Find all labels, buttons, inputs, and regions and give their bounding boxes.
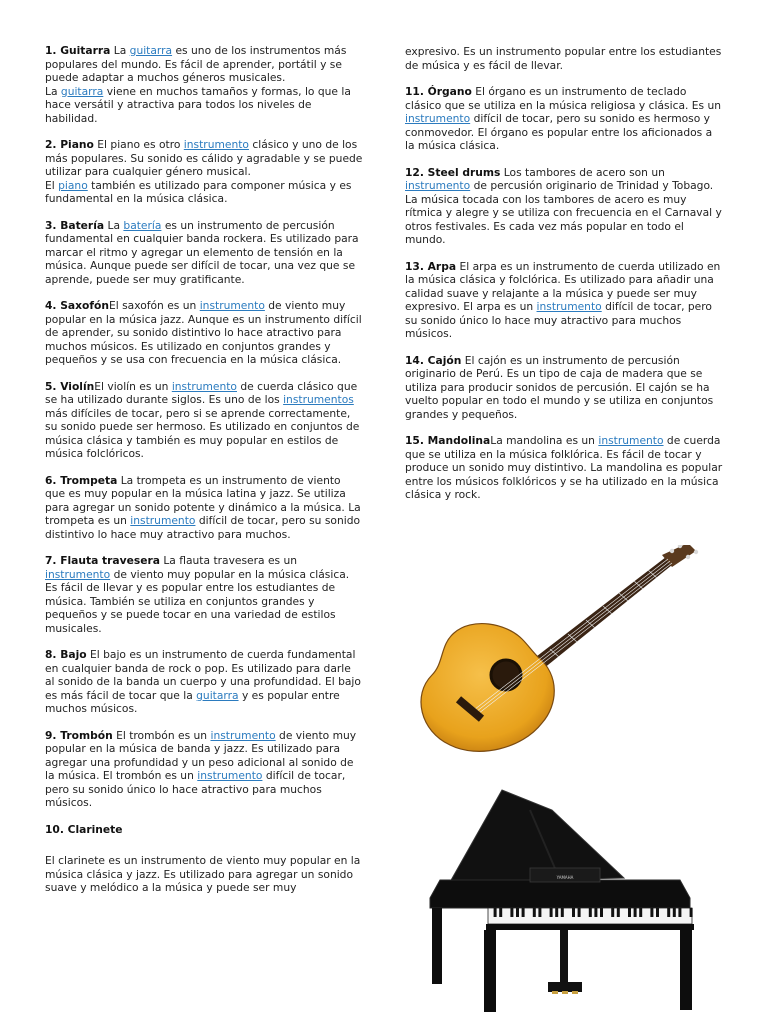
link-piano[interactable]: piano [58,178,88,192]
guitar-neck [528,557,672,673]
entry-text: es un instrumento de percusión fundamental en cualquier banda rockera. Es utilizado para marcar el ritmo y agregar un elemento de tensión en la música. Aunque puede ser difícil de tocar, una vez que se aprende, puede ser muy gratificante. [45,218,359,286]
link-guitarra[interactable]: guitarra [196,688,239,702]
left-column [45,44,363,908]
entry-trombon [45,729,363,810]
link-instrumento[interactable]: instrumento [598,434,664,447]
entry-text: La mandolina es un [490,434,599,447]
entry-clarinete [45,854,363,895]
piano-illustration [410,780,700,1020]
guitar-body [421,624,554,752]
entry-title: 9. Trombón [45,728,113,742]
piano-black-key [673,908,676,917]
entry-text: de percusión originario de Trinidad y Tobago. La música tocada con los tambores de acero es muy rítmica y alegre y se utiliza con frecuencia en el Carnaval y otros festivales. Es cada vez más popular en todo el mundo. [405,179,722,246]
entry-text: difícil de tocar, pero su sonido único lo hace atractivo para muchos músicos. [45,769,346,809]
entry-bateria [45,219,363,287]
piano-image [410,780,700,1020]
entry-bajo [45,648,363,716]
piano-black-key [555,908,558,917]
entry-text: El saxofón es un [108,299,200,312]
entry-flauta [45,554,363,635]
link-instrumento[interactable]: instrumento [171,379,237,393]
entry-cajon [405,354,723,422]
entry-organo [405,85,723,153]
piano-black-key [538,908,541,917]
entry-text: de cuerda que se utiliza en la música folklórica. Es fácil de tocar y produce un sonido muy distintivo. La mandolina es popular entre los músicos folklóricos y se ha utilizado en la música clásica y rock. [405,434,723,501]
piano-leg [680,930,692,1010]
entry-text: viene en muchos tamaños y formas, lo que la hace versátil y atractiva para todos los niveles de habilidad. [45,84,351,125]
entry-text: más difíciles de tocar, pero si se aprende correctamente, su sonido puede ser hermoso. Es utilizado en conjuntos de música clásica y también es muy popular en estilos de música folclóricos. [45,406,360,460]
entry-title: 8. Bajo [45,648,87,661]
entry-steel-drums [405,166,723,247]
piano-black-key [516,908,519,917]
link-guitarra[interactable]: guitarra [129,44,173,57]
entry-text: El arpa es un instrumento de cuerda utilizado en la música clásica y folclórica. Es utilizado para añadir una calidad suave y relajante a la música y puede ser muy expresivo. El arpa es un [405,259,721,313]
entry-text: también es utilizado para componer música y es fundamental en la música clásica. [45,178,352,205]
piano-black-key [510,908,513,917]
entry-title: 7. Flauta travesera [45,554,160,567]
entry-title: 1. Guitarra [45,44,111,57]
piano-pedal-lyre [560,930,568,984]
link-instrumento[interactable]: instrumento [130,514,196,527]
piano-black-key [561,908,564,917]
entry-clarinete-heading [45,823,363,837]
entry-mandolina [405,434,723,502]
link-instrumento[interactable]: instrumento [210,728,276,742]
entry-piano [45,138,363,206]
entry-text: El piano es otro [93,138,184,151]
piano-black-key [578,908,581,917]
entry-text: de viento muy popular en la música de banda y jazz. Es utilizado para agregar una profundidad y un peso adicional al sonido de la música. El trombón es un [45,728,357,782]
entry-text: El bajo es un instrumento de cuerda fundamental en cualquier banda de rock o pop. Es utilizado para darle al sonido de la banda un cuerpo y una profundidad. El bajo es más fácil de tocar que la [45,648,361,702]
entry-text: El [45,178,59,192]
link-instrumento[interactable]: instrumento [183,138,249,151]
piano-brand: YAMAHA [556,875,574,880]
piano-pedal-box [548,982,582,992]
link-instrumentos[interactable]: instrumentos [283,393,354,406]
entry-arpa [405,260,723,341]
piano-key-slip [486,924,694,930]
link-instrumento[interactable]: instrumento [197,769,263,782]
entry-text: y es popular entre muchos músicos. [45,688,340,715]
entry-text: difícil de tocar, pero su sonido es hermoso y conmovedor. El órgano es popular entre los aficionados a la música clásica. [405,112,713,152]
right-column [405,45,723,515]
entry-text: La trompeta es un instrumento de viento que es muy popular en la música latina y jazz. Se utiliza para agregar un sonido potente y dinámico a la música. La trompeta es un [45,473,361,527]
piano-black-key [667,908,670,917]
entry-title: 10. Clarinete [45,822,123,836]
piano-black-key [572,908,575,917]
piano-pedals [552,991,578,994]
entry-text: La [110,44,130,57]
entry-text: de cuerda clásico que se ha utilizado durante siglos. Es uno de los [45,379,358,406]
entry-title: 3. Batería [45,218,105,232]
entry-text: expresivo. Es un instrumento popular entre los estudiantes de música y es fácil de llevar. [405,45,722,72]
entry-guitarra [45,44,363,125]
entry-text: de viento muy popular en la música jazz. Aunque es un instrumento difícil de aprender, su sonido distintivo lo hace atractivo para muchos músicos. Es utilizado en conjuntos grandes y pequeños y se usa con frecuencia en la música clásica. [45,299,362,366]
guitar-illustration [410,545,710,763]
piano-black-key [550,908,553,917]
piano-black-key [533,908,536,917]
entry-saxofon [45,299,363,367]
entry-title: 6. Trompeta [45,473,118,487]
entry-title: 11. Órgano [405,85,472,98]
entry-text: El trombón es un [112,728,211,742]
entry-title: 4. Saxofón [45,299,109,312]
entry-violin [45,380,363,461]
entry-trompeta [45,474,363,542]
entry-text: de viento muy popular en la música clásica. Es fácil de llevar y es popular entre los estudiantes de música. También se utiliza en conjuntos grandes y pequeños y se puede tocar en una variedad de estilos musicales. [45,567,350,635]
link-instrumento[interactable]: instrumento [45,567,111,581]
entry-text: difícil de tocar, pero su sonido distintivo lo hace muy atractivo para muchos. [45,514,361,541]
piano-black-key [656,908,659,917]
guitar-image [410,545,710,763]
piano-black-key [589,908,592,917]
piano-black-key [494,908,497,917]
entry-title: 13. Arpa [405,259,457,273]
piano-black-key [639,908,642,917]
piano-body [430,880,690,908]
entry-title: 12. Steel drums [405,165,501,179]
entry-text: clásico y uno de los más populares. Su sonido es cálido y agradable y se puede utilizar para cualquier género musical. [45,138,363,178]
entry-title: 5. Violín [45,379,95,393]
entry-text: El violín es un [94,379,172,393]
piano-black-key [628,908,631,917]
entry-text: El clarinete es un instrumento de viento muy popular en la música clásica y jazz. Es utilizado para agregar un sonido suave y melódico a la música y puede ser muy [45,854,361,894]
link-instrumento[interactable]: instrumento [536,300,602,313]
piano-black-key [522,908,525,917]
entry-clarinete-continued [405,45,723,72]
link-instrumento[interactable]: instrumento [405,179,471,192]
entry-text: El órgano es un instrumento de teclado clásico que se utiliza en la música religiosa y clásica. Es un [405,85,722,112]
link-bateria[interactable]: batería [123,218,162,232]
entry-title: 15. Mandolina [405,434,491,447]
piano-leg [432,908,442,984]
entry-text: es uno de los instrumentos más populares del mundo. Es fácil de aprender, portátil y se puede adaptar a muchos géneros musicales. [45,44,347,84]
entry-text: La [104,218,124,232]
entry-title: 14. Cajón [405,353,462,367]
entry-text: Los tambores de acero son un [500,165,665,179]
piano-black-key [634,908,637,917]
link-instrumento[interactable]: instrumento [405,112,471,125]
guitar-soundhole [491,660,521,690]
entry-title: 2. Piano [45,138,94,151]
piano-black-key [611,908,614,917]
piano-black-key [678,908,681,917]
entry-text: difícil de tocar, pero su sonido único lo hace muy atractivo para muchos músicos. [405,300,712,340]
link-guitarra[interactable]: guitarra [60,84,104,98]
piano-black-key [690,908,693,917]
entry-text: La [45,84,61,98]
entry-text: La flauta travesera es un [159,554,298,567]
piano-black-key [650,908,653,917]
piano-black-key [499,908,502,917]
entry-text: El cajón es un instrumento de percusión originario de Perú. Es un tipo de caja de madera que se utiliza para producir sonidos de percusión. El cajón se ha vuelto popular en todo el mundo y se utiliza en conjuntos grandes y pequeños. [405,353,714,421]
piano-black-key [594,908,597,917]
piano-black-key [600,908,603,917]
piano-black-key [617,908,620,917]
link-instrumento[interactable]: instrumento [199,299,265,312]
piano-leg [484,930,496,1012]
